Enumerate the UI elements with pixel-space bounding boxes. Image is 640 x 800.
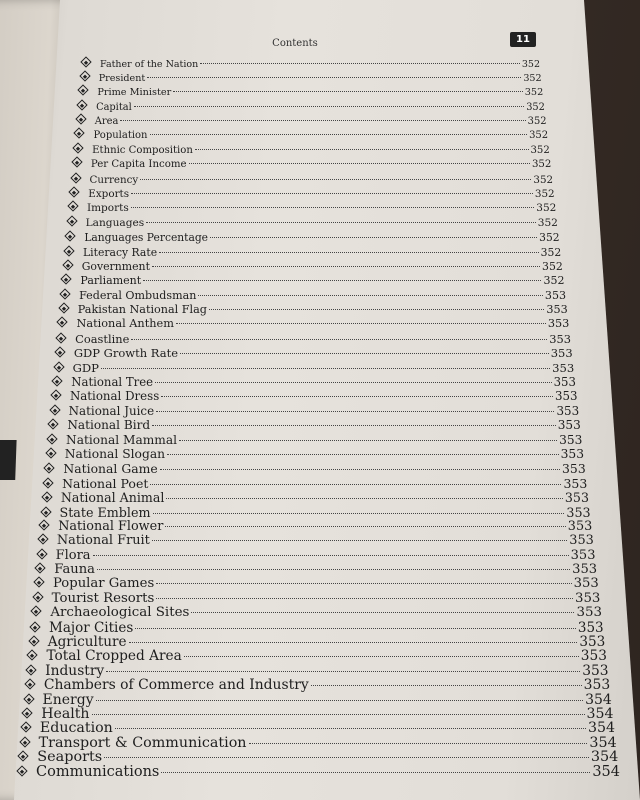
dot-leader [179,440,557,441]
dot-leader [156,411,554,412]
diamond-bullet-icon [22,707,33,718]
toc-entry [81,73,542,84]
diamond-bullet-icon [49,404,60,415]
toc-entry-label: Fauna [54,562,95,578]
toc-entry-label: Exports [88,187,130,200]
diamond-bullet-icon [70,172,81,183]
diamond-bullet-icon [37,534,48,545]
toc-entry [73,159,552,170]
diamond-bullet-icon [75,113,86,124]
diamond-bullet-icon [66,215,77,226]
toc-entry [57,332,571,346]
toc-entry [51,404,580,418]
running-header: Contents [272,38,318,49]
toc-entry-page: 354 [587,720,616,737]
diamond-bullet-icon [58,302,69,313]
toc-entry-page: 353 [559,432,583,447]
toc-entry-label: Per Capita Income [90,159,187,171]
toc-entry [75,130,548,141]
toc-entry [32,605,602,620]
dot-leader [160,469,560,470]
dot-leader [153,513,565,514]
toc-entry [45,461,585,476]
toc-entry [78,102,545,113]
toc-entry-label: National Animal [60,490,165,506]
toc-entry-label: Government [81,259,150,273]
toc-entry [39,533,594,548]
toc-entry-label: Area [94,116,119,128]
toc-entry-label: Languages Percentage [84,231,208,245]
diamond-bullet-icon [69,186,80,197]
toc-entry-page: 352 [531,159,552,171]
diamond-bullet-icon [61,274,72,285]
diamond-bullet-icon [78,85,89,96]
dot-leader [198,295,543,296]
toc-entry [42,505,591,520]
toc-entry-label: Tourist Resorts [51,590,155,606]
diamond-bullet-icon [25,664,36,675]
toc-entry [79,87,543,98]
dot-leader [200,63,520,64]
toc-entry-page: 353 [563,475,588,491]
toc-entry-label: Imports [86,202,129,215]
diamond-bullet-icon [23,693,34,704]
toc-entry-page: 353 [570,547,596,563]
diamond-bullet-icon [48,419,59,430]
toc-entry-page: 353 [557,418,581,433]
dot-leader [191,612,574,613]
toc-entry-label: Education [39,720,113,737]
diamond-bullet-icon [62,259,73,270]
toc-entry [35,576,599,591]
toc-entry-label: Literacy Rate [83,245,158,259]
diamond-bullet-icon [39,519,50,530]
toc-entry-label: National Mammal [66,432,178,447]
toc-entry [69,202,556,214]
diamond-bullet-icon [27,650,38,661]
diamond-bullet-icon [63,245,74,256]
toc-entry-label: Capital [96,101,132,113]
toc-entry-page: 352 [536,202,557,215]
toc-entry-label: Popular Games [52,576,155,592]
diamond-bullet-icon [79,70,90,81]
toc-entry-page: 353 [564,490,589,506]
toc-entry-label: Communications [36,763,160,780]
toc-entry-label: Flora [55,547,91,563]
toc-entry-label: Father of the Nation [100,58,199,70]
toc-entry-page: 353 [577,619,604,636]
dot-leader [311,685,582,686]
toc-entry [18,764,620,780]
toc-entry [82,59,540,70]
toc-entry-label: Transport & Communication [38,734,247,751]
toc-entry-label: Energy [42,691,94,708]
toc-entry [70,188,554,200]
toc-entry-page: 354 [590,749,619,766]
toc-entry [52,389,578,403]
dot-leader [93,555,569,556]
diamond-bullet-icon [57,317,68,328]
toc-entry-page: 352 [534,187,555,200]
toc-entry-label: GDP Growth Rate [73,346,179,361]
diamond-bullet-icon [45,447,56,458]
dot-leader [161,396,553,397]
dot-leader [167,454,559,455]
diamond-bullet-icon [56,332,67,343]
toc-entry-page: 353 [567,518,593,534]
toc-entry-page: 353 [573,576,599,592]
toc-entry [47,447,584,461]
diamond-bullet-icon [54,347,65,358]
toc-entry-page: 352 [529,130,549,142]
dot-leader [147,77,521,78]
dot-leader [152,540,567,541]
dot-leader [176,323,546,324]
toc-entry [40,519,592,534]
toc-entry-page: 353 [575,590,601,606]
diamond-bullet-icon [31,606,42,617]
toc-entry-page: 353 [552,360,575,375]
dot-leader [131,193,533,194]
toc-entry [48,433,582,447]
toc-entry-label: Health [41,705,90,722]
toc-entry-label: National Flower [58,518,164,534]
diamond-bullet-icon [16,765,27,776]
dot-leader [180,353,549,354]
dot-leader [195,149,529,150]
dot-leader [150,134,528,135]
toc-entry [58,317,569,330]
diamond-bullet-icon [50,390,61,401]
toc-entry-label: State Emblem [59,504,151,520]
toc-entry [68,217,558,229]
diamond-bullet-icon [65,230,76,241]
toc-entry-label: National Anthem [76,317,174,331]
toc-entry-label: Federal Ombudsman [79,288,197,302]
toc-entry-label: Pakistan National Flag [77,303,207,317]
diamond-bullet-icon [19,736,30,747]
dot-leader [97,569,570,570]
toc-entry-page: 352 [521,58,540,70]
diamond-bullet-icon [29,621,40,632]
toc-entry-label: National Game [63,461,158,477]
toc-entry-page: 352 [526,101,545,113]
diamond-bullet-icon [40,506,51,517]
toc-entry-page: 352 [537,216,558,229]
toc-entry [60,303,568,316]
diamond-bullet-icon [53,361,64,372]
dot-leader [166,498,563,499]
diamond-bullet-icon [20,722,31,733]
diamond-bullet-icon [59,288,70,299]
toc-entry-page: 353 [546,303,568,317]
dot-leader [104,757,589,758]
toc-entry-label: Agriculture [47,634,127,650]
diamond-bullet-icon [67,201,78,212]
toc-entry-page: 353 [576,605,603,621]
toc-entry [74,145,550,156]
dot-leader [209,309,544,310]
diamond-bullet-icon [18,750,29,761]
diamond-bullet-icon [71,157,82,168]
diamond-bullet-icon [72,142,83,153]
toc-entry-page: 353 [550,346,573,361]
toc-entry [34,591,601,606]
dot-leader [150,484,561,485]
diamond-bullet-icon [36,548,47,559]
toc-entry [77,116,547,127]
toc-entry-label: GDP [72,360,99,375]
toc-entry [66,231,559,244]
toc-entry [61,289,566,302]
dot-leader [115,728,586,729]
diamond-bullet-icon [33,577,44,588]
toc-entry-label: Languages [85,216,145,229]
dot-leader [152,425,556,426]
toc-entry-label: Chambers of Commerce and Industry [43,677,309,694]
toc-entry-page: 354 [589,734,617,751]
toc-entry-label: Total Cropped Area [46,648,182,665]
diamond-bullet-icon [80,56,91,67]
diamond-bullet-icon [76,99,87,110]
toc-entry [55,361,575,375]
dot-leader [173,91,523,92]
page-number-badge: 11 [510,32,536,47]
toc-entry-label: National Tree [71,375,154,390]
toc-entry-page: 352 [543,274,565,288]
toc-entry-label: Population [93,130,148,142]
toc-entry [62,274,564,287]
diamond-bullet-icon [52,375,63,386]
toc-entry-page: 353 [582,662,609,679]
dot-leader [131,207,535,208]
toc-entry [56,346,573,360]
toc-entry-label: Archaeological Sites [50,605,190,621]
dot-leader [135,628,576,629]
dot-leader [249,743,588,744]
dot-leader [152,266,540,267]
toc-entry-page: 352 [527,116,547,128]
toc-entry-page: 353 [544,288,567,302]
toc-entry-page: 352 [542,259,563,273]
dot-leader [143,280,541,281]
diamond-bullet-icon [46,433,57,444]
toc-entry-page: 353 [579,634,606,650]
toc-entry-page: 352 [524,87,544,99]
toc-entry-label: Ethnic Composition [92,144,193,156]
toc-entry-page: 353 [560,446,585,461]
dot-leader [96,700,583,701]
toc-entry-page: 353 [583,677,611,694]
toc-entry-page: 353 [549,331,571,346]
diamond-bullet-icon [74,128,85,139]
toc-entry [49,418,580,432]
toc-entry-label: Seaports [37,749,103,766]
dot-leader [131,339,547,340]
toc-entry-page: 352 [540,245,562,259]
toc-entry-label: Currency [89,173,139,186]
toc-entry-label: Parliament [80,274,142,288]
dot-leader [106,671,580,672]
toc-entry-page: 352 [523,72,542,84]
dot-leader [189,163,530,164]
toc-entry-page: 352 [539,231,560,245]
toc-entry [38,548,596,563]
toc-entry-label: National Bird [67,418,151,433]
toc-entry-label: National Slogan [64,446,166,461]
diamond-bullet-icon [32,591,43,602]
toc-entry-page: 353 [555,389,578,404]
dot-leader [161,772,590,773]
diamond-bullet-icon [24,679,35,690]
dot-leader [156,598,573,599]
toc-entry-page: 354 [585,691,612,708]
toc-entry [64,260,563,273]
dot-leader [129,642,578,643]
diamond-bullet-icon [41,491,52,502]
toc-entry-page: 354 [586,705,614,722]
dot-leader [155,382,551,383]
toc-entry-label: National Dress [69,389,160,404]
diamond-bullet-icon [42,477,53,488]
toc-entry-label: Major Cities [49,619,134,636]
toc-entry-page: 353 [562,461,586,477]
toc-entry-page: 353 [572,562,598,578]
toc-entry-page: 352 [530,144,550,156]
toc-entry [43,490,589,505]
toc-entry-page: 353 [556,403,580,418]
toc-entry [65,246,561,259]
toc-entry-page: 353 [569,533,594,549]
dot-leader [146,222,535,223]
toc-entry [36,562,597,577]
toc-entry [53,375,576,389]
diamond-bullet-icon [44,463,55,474]
toc-entry-page: 354 [592,763,620,780]
toc-entry-page: 353 [566,504,591,520]
toc-entry-label: Coastline [75,331,130,346]
diamond-bullet-icon [35,562,46,573]
toc-entry-label: National Poet [62,475,149,491]
toc-entry-page: 353 [547,317,570,331]
dot-leader [92,714,585,715]
dot-leader [165,526,565,527]
toc-entry-label: Industry [45,662,105,679]
dot-leader [159,252,539,253]
diamond-bullet-icon [28,635,39,646]
toc-entry-label: President [98,72,146,84]
dot-leader [210,237,537,238]
dot-leader [101,368,550,369]
toc-entry [44,476,587,491]
toc-entry-label: National Juice [68,403,155,418]
toc-entry [72,174,554,186]
dot-leader [134,106,524,107]
dot-leader [184,656,579,657]
dot-leader [120,120,525,121]
dot-leader [140,179,531,180]
toc-entry-page: 353 [553,375,576,390]
toc-entry-label: National Fruit [56,533,150,549]
toc-entry-page: 352 [533,173,554,186]
toc-entry-page: 353 [580,648,607,665]
toc-entry-label: Prime Minister [97,87,172,99]
dot-leader [156,583,571,584]
